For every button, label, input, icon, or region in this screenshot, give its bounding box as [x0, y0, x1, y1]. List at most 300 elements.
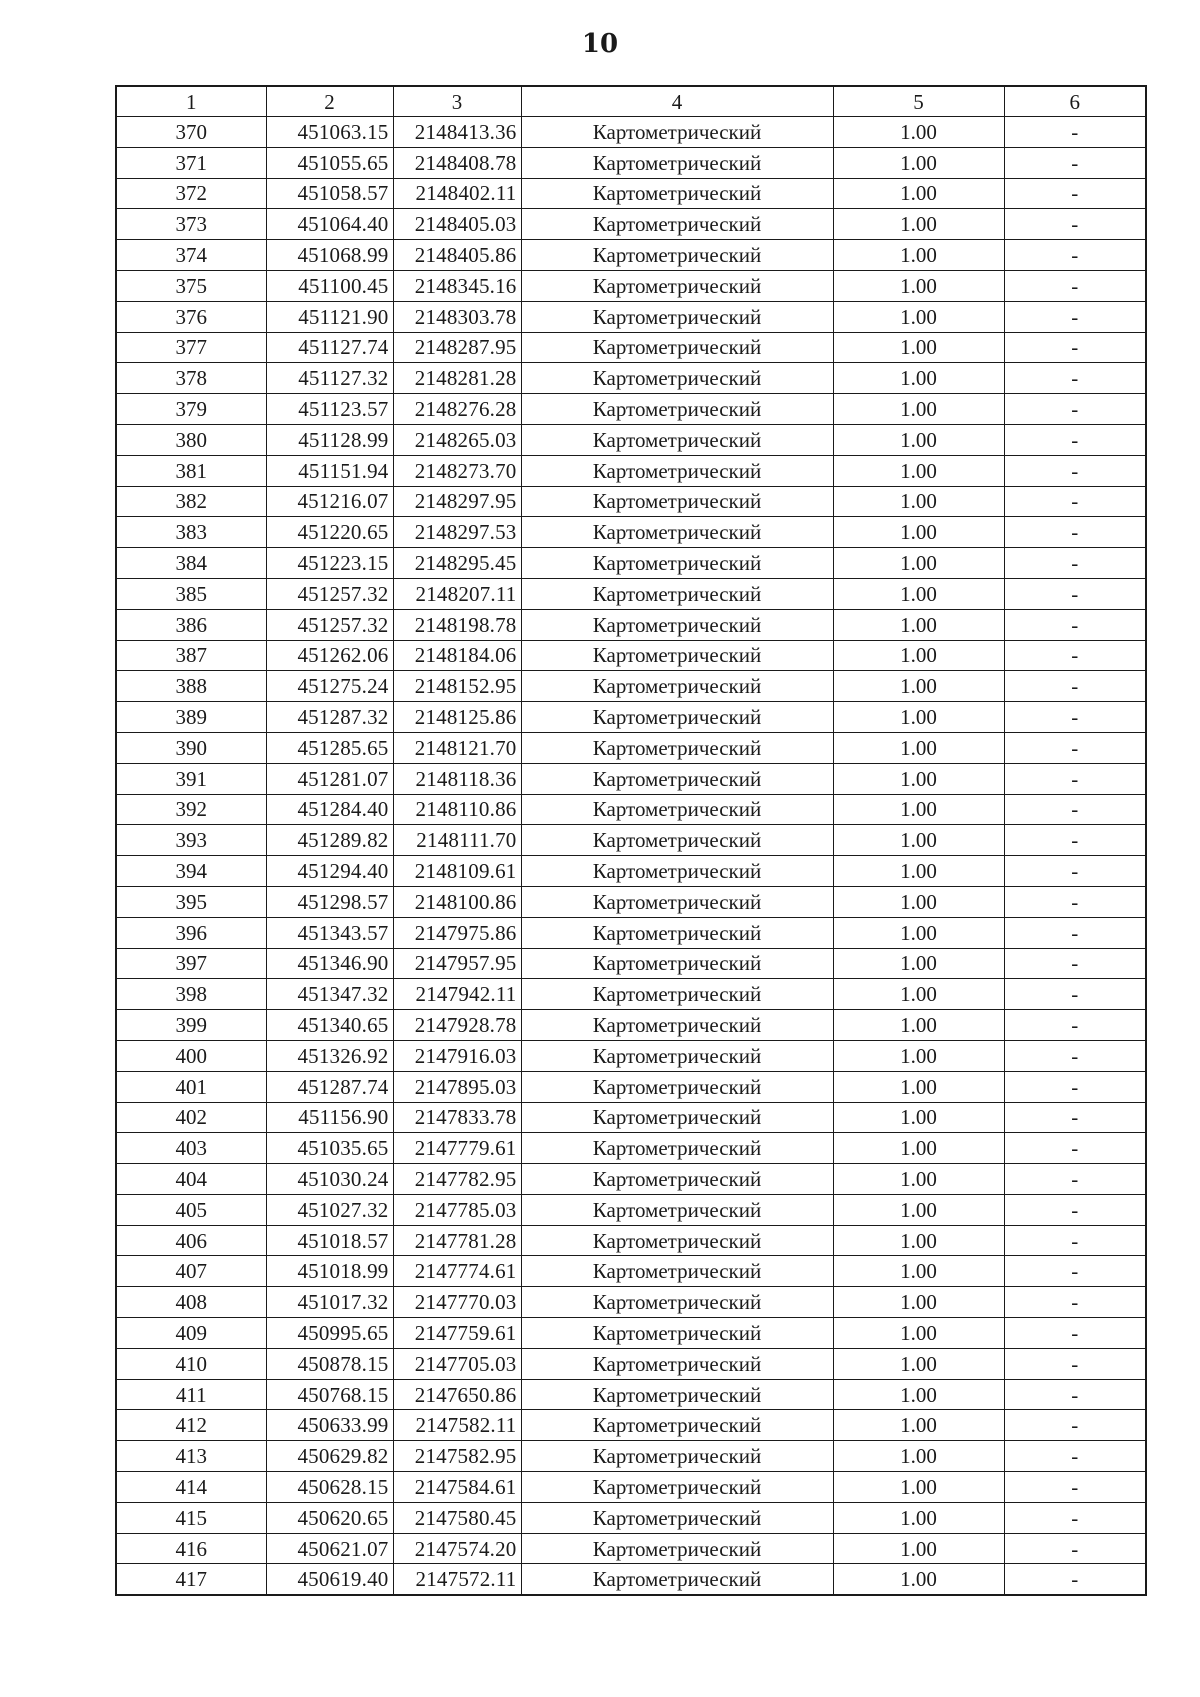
accuracy-cell: 1.00 [833, 609, 1004, 640]
table-row [116, 1318, 1146, 1349]
column-header-6: 6 [1004, 86, 1146, 117]
method-cell: Картометрический [521, 917, 833, 948]
method-cell: Картометрический [521, 1379, 833, 1410]
table-row [116, 948, 1146, 979]
note-cell: - [1004, 270, 1146, 301]
point-number-cell: 406 [116, 1225, 266, 1256]
table-row [116, 394, 1146, 425]
method-cell: Картометрический [521, 1010, 833, 1041]
y-coordinate-cell: 2147928.78 [393, 1010, 521, 1041]
accuracy-cell: 1.00 [833, 1256, 1004, 1287]
accuracy-cell: 1.00 [833, 424, 1004, 455]
method-cell: Картометрический [521, 1502, 833, 1533]
note-cell: - [1004, 702, 1146, 733]
table-row [116, 1287, 1146, 1318]
table-row [116, 794, 1146, 825]
note-cell: - [1004, 948, 1146, 979]
method-cell: Картометрический [521, 763, 833, 794]
point-number-cell: 386 [116, 609, 266, 640]
method-cell: Картометрический [521, 1164, 833, 1195]
method-cell: Картометрический [521, 886, 833, 917]
y-coordinate-cell: 2148297.95 [393, 486, 521, 517]
y-coordinate-cell: 2148118.36 [393, 763, 521, 794]
note-cell: - [1004, 1533, 1146, 1564]
table-row [116, 424, 1146, 455]
accuracy-cell: 1.00 [833, 455, 1004, 486]
table-row [116, 517, 1146, 548]
y-coordinate-cell: 2147705.03 [393, 1348, 521, 1379]
y-coordinate-cell: 2148405.86 [393, 240, 521, 271]
table-row [116, 1256, 1146, 1287]
point-number-cell: 394 [116, 856, 266, 887]
y-coordinate-cell: 2148281.28 [393, 363, 521, 394]
point-number-cell: 411 [116, 1379, 266, 1410]
note-cell: - [1004, 1441, 1146, 1472]
method-cell: Картометрический [521, 1287, 833, 1318]
note-cell: - [1004, 517, 1146, 548]
point-number-cell: 396 [116, 917, 266, 948]
note-cell: - [1004, 301, 1146, 332]
y-coordinate-cell: 2147975.86 [393, 917, 521, 948]
method-cell: Картометрический [521, 1194, 833, 1225]
table-row [116, 763, 1146, 794]
x-coordinate-cell: 451121.90 [266, 301, 393, 332]
method-cell: Картометрический [521, 1441, 833, 1472]
accuracy-cell: 1.00 [833, 1194, 1004, 1225]
point-number-cell: 409 [116, 1318, 266, 1349]
y-coordinate-cell: 2148297.53 [393, 517, 521, 548]
method-cell: Картометрический [521, 209, 833, 240]
x-coordinate-cell: 451030.24 [266, 1164, 393, 1195]
note-cell: - [1004, 363, 1146, 394]
x-coordinate-cell: 451027.32 [266, 1194, 393, 1225]
note-cell: - [1004, 1287, 1146, 1318]
table-row [116, 1010, 1146, 1041]
point-number-cell: 401 [116, 1071, 266, 1102]
table-row [116, 209, 1146, 240]
x-coordinate-cell: 451058.57 [266, 178, 393, 209]
column-header-1: 1 [116, 86, 266, 117]
column-header-4: 4 [521, 86, 833, 117]
x-coordinate-cell: 450995.65 [266, 1318, 393, 1349]
note-cell: - [1004, 209, 1146, 240]
point-number-cell: 399 [116, 1010, 266, 1041]
note-cell: - [1004, 147, 1146, 178]
accuracy-cell: 1.00 [833, 825, 1004, 856]
accuracy-cell: 1.00 [833, 332, 1004, 363]
note-cell: - [1004, 394, 1146, 425]
accuracy-cell: 1.00 [833, 1379, 1004, 1410]
note-cell: - [1004, 979, 1146, 1010]
accuracy-cell: 1.00 [833, 702, 1004, 733]
page-number: 10 [581, 29, 619, 59]
y-coordinate-cell: 2147957.95 [393, 948, 521, 979]
note-cell: - [1004, 1164, 1146, 1195]
x-coordinate-cell: 451281.07 [266, 763, 393, 794]
note-cell: - [1004, 794, 1146, 825]
method-cell: Картометрический [521, 578, 833, 609]
x-coordinate-cell: 451257.32 [266, 609, 393, 640]
x-coordinate-cell: 450633.99 [266, 1410, 393, 1441]
y-coordinate-cell: 2147895.03 [393, 1071, 521, 1102]
point-number-cell: 395 [116, 886, 266, 917]
table-row [116, 640, 1146, 671]
y-coordinate-cell: 2147584.61 [393, 1472, 521, 1503]
x-coordinate-cell: 451156.90 [266, 1102, 393, 1133]
accuracy-cell: 1.00 [833, 979, 1004, 1010]
note-cell: - [1004, 886, 1146, 917]
y-coordinate-cell: 2147916.03 [393, 1040, 521, 1071]
table-row [116, 1040, 1146, 1071]
point-number-cell: 389 [116, 702, 266, 733]
point-number-cell: 379 [116, 394, 266, 425]
table-row [116, 1071, 1146, 1102]
method-cell: Картометрический [521, 1133, 833, 1164]
x-coordinate-cell: 451055.65 [266, 147, 393, 178]
y-coordinate-cell: 2148100.86 [393, 886, 521, 917]
method-cell: Картометрический [521, 1564, 833, 1595]
table-row [116, 363, 1146, 394]
y-coordinate-cell: 2148198.78 [393, 609, 521, 640]
column-header-3: 3 [393, 86, 521, 117]
note-cell: - [1004, 1410, 1146, 1441]
x-coordinate-cell: 451068.99 [266, 240, 393, 271]
method-cell: Картометрический [521, 1225, 833, 1256]
point-number-cell: 412 [116, 1410, 266, 1441]
note-cell: - [1004, 1010, 1146, 1041]
method-cell: Картометрический [521, 856, 833, 887]
accuracy-cell: 1.00 [833, 1040, 1004, 1071]
note-cell: - [1004, 640, 1146, 671]
accuracy-cell: 1.00 [833, 948, 1004, 979]
note-cell: - [1004, 732, 1146, 763]
note-cell: - [1004, 1348, 1146, 1379]
y-coordinate-cell: 2147774.61 [393, 1256, 521, 1287]
point-number-cell: 414 [116, 1472, 266, 1503]
y-coordinate-cell: 2148405.03 [393, 209, 521, 240]
point-number-cell: 382 [116, 486, 266, 517]
point-number-cell: 372 [116, 178, 266, 209]
y-coordinate-cell: 2148110.86 [393, 794, 521, 825]
y-coordinate-cell: 2148125.86 [393, 702, 521, 733]
table-row [116, 1533, 1146, 1564]
x-coordinate-cell: 451018.99 [266, 1256, 393, 1287]
table-row [116, 270, 1146, 301]
note-cell: - [1004, 1040, 1146, 1071]
note-cell: - [1004, 240, 1146, 271]
table-row [116, 455, 1146, 486]
y-coordinate-cell: 2148303.78 [393, 301, 521, 332]
table-row [116, 979, 1146, 1010]
table-row [116, 917, 1146, 948]
table-header [116, 86, 1146, 117]
y-coordinate-cell: 2148345.16 [393, 270, 521, 301]
note-cell: - [1004, 1256, 1146, 1287]
point-number-cell: 377 [116, 332, 266, 363]
point-number-cell: 416 [116, 1533, 266, 1564]
y-coordinate-cell: 2147779.61 [393, 1133, 521, 1164]
x-coordinate-cell: 451346.90 [266, 948, 393, 979]
method-cell: Картометрический [521, 1472, 833, 1503]
method-cell: Картометрический [521, 1071, 833, 1102]
table-row [116, 1164, 1146, 1195]
x-coordinate-cell: 451127.32 [266, 363, 393, 394]
coordinates-table [115, 85, 1147, 1596]
y-coordinate-cell: 2147759.61 [393, 1318, 521, 1349]
point-number-cell: 387 [116, 640, 266, 671]
note-cell: - [1004, 856, 1146, 887]
method-cell: Картометрический [521, 240, 833, 271]
method-cell: Картометрический [521, 363, 833, 394]
accuracy-cell: 1.00 [833, 486, 1004, 517]
note-cell: - [1004, 1071, 1146, 1102]
method-cell: Картометрический [521, 1318, 833, 1349]
method-cell: Картометрический [521, 424, 833, 455]
method-cell: Картометрический [521, 609, 833, 640]
table-row [116, 671, 1146, 702]
x-coordinate-cell: 451275.24 [266, 671, 393, 702]
method-cell: Картометрический [521, 455, 833, 486]
table-row [116, 548, 1146, 579]
method-cell: Картометрический [521, 486, 833, 517]
note-cell: - [1004, 578, 1146, 609]
x-coordinate-cell: 451326.92 [266, 1040, 393, 1071]
method-cell: Картометрический [521, 794, 833, 825]
x-coordinate-cell: 451284.40 [266, 794, 393, 825]
y-coordinate-cell: 2148121.70 [393, 732, 521, 763]
x-coordinate-cell: 451220.65 [266, 517, 393, 548]
method-cell: Картометрический [521, 394, 833, 425]
note-cell: - [1004, 825, 1146, 856]
x-coordinate-cell: 451064.40 [266, 209, 393, 240]
y-coordinate-cell: 2148413.36 [393, 117, 521, 148]
point-number-cell: 380 [116, 424, 266, 455]
accuracy-cell: 1.00 [833, 548, 1004, 579]
y-coordinate-cell: 2148402.11 [393, 178, 521, 209]
x-coordinate-cell: 450619.40 [266, 1564, 393, 1595]
x-coordinate-cell: 451216.07 [266, 486, 393, 517]
y-coordinate-cell: 2148287.95 [393, 332, 521, 363]
table-row [116, 1133, 1146, 1164]
method-cell: Картометрический [521, 548, 833, 579]
accuracy-cell: 1.00 [833, 1410, 1004, 1441]
table-row [116, 1410, 1146, 1441]
accuracy-cell: 1.00 [833, 394, 1004, 425]
note-cell: - [1004, 117, 1146, 148]
y-coordinate-cell: 2147942.11 [393, 979, 521, 1010]
method-cell: Картометрический [521, 1102, 833, 1133]
method-cell: Картометрический [521, 301, 833, 332]
y-coordinate-cell: 2148207.11 [393, 578, 521, 609]
note-cell: - [1004, 1502, 1146, 1533]
note-cell: - [1004, 1102, 1146, 1133]
accuracy-cell: 1.00 [833, 1502, 1004, 1533]
accuracy-cell: 1.00 [833, 147, 1004, 178]
accuracy-cell: 1.00 [833, 640, 1004, 671]
accuracy-cell: 1.00 [833, 1472, 1004, 1503]
x-coordinate-cell: 451287.74 [266, 1071, 393, 1102]
x-coordinate-cell: 451257.32 [266, 578, 393, 609]
y-coordinate-cell: 2148276.28 [393, 394, 521, 425]
x-coordinate-cell: 450878.15 [266, 1348, 393, 1379]
note-cell: - [1004, 1318, 1146, 1349]
x-coordinate-cell: 450629.82 [266, 1441, 393, 1472]
point-number-cell: 373 [116, 209, 266, 240]
point-number-cell: 404 [116, 1164, 266, 1195]
accuracy-cell: 1.00 [833, 732, 1004, 763]
accuracy-cell: 1.00 [833, 794, 1004, 825]
note-cell: - [1004, 1133, 1146, 1164]
note-cell: - [1004, 1379, 1146, 1410]
table-row [116, 578, 1146, 609]
note-cell: - [1004, 763, 1146, 794]
x-coordinate-cell: 451340.65 [266, 1010, 393, 1041]
accuracy-cell: 1.00 [833, 886, 1004, 917]
x-coordinate-cell: 451262.06 [266, 640, 393, 671]
note-cell: - [1004, 1225, 1146, 1256]
method-cell: Картометрический [521, 640, 833, 671]
table-row [116, 609, 1146, 640]
accuracy-cell: 1.00 [833, 763, 1004, 794]
point-number-cell: 371 [116, 147, 266, 178]
accuracy-cell: 1.00 [833, 301, 1004, 332]
table-row [116, 301, 1146, 332]
table-row [116, 856, 1146, 887]
point-number-cell: 375 [116, 270, 266, 301]
note-cell: - [1004, 671, 1146, 702]
point-number-cell: 383 [116, 517, 266, 548]
point-number-cell: 376 [116, 301, 266, 332]
table-row [116, 1194, 1146, 1225]
note-cell: - [1004, 917, 1146, 948]
y-coordinate-cell: 2148111.70 [393, 825, 521, 856]
y-coordinate-cell: 2147582.11 [393, 1410, 521, 1441]
table-row [116, 1102, 1146, 1133]
method-cell: Картометрический [521, 732, 833, 763]
point-number-cell: 392 [116, 794, 266, 825]
x-coordinate-cell: 451287.32 [266, 702, 393, 733]
accuracy-cell: 1.00 [833, 1348, 1004, 1379]
point-number-cell: 407 [116, 1256, 266, 1287]
note-cell: - [1004, 332, 1146, 363]
y-coordinate-cell: 2148265.03 [393, 424, 521, 455]
point-number-cell: 393 [116, 825, 266, 856]
y-coordinate-cell: 2147574.20 [393, 1533, 521, 1564]
table-row [116, 702, 1146, 733]
table-row [116, 1441, 1146, 1472]
y-coordinate-cell: 2148273.70 [393, 455, 521, 486]
table-row [116, 1472, 1146, 1503]
accuracy-cell: 1.00 [833, 517, 1004, 548]
x-coordinate-cell: 451343.57 [266, 917, 393, 948]
accuracy-cell: 1.00 [833, 1225, 1004, 1256]
method-cell: Картометрический [521, 1533, 833, 1564]
point-number-cell: 397 [116, 948, 266, 979]
point-number-cell: 408 [116, 1287, 266, 1318]
x-coordinate-cell: 450628.15 [266, 1472, 393, 1503]
y-coordinate-cell: 2147833.78 [393, 1102, 521, 1133]
method-cell: Картометрический [521, 517, 833, 548]
x-coordinate-cell: 451063.15 [266, 117, 393, 148]
y-coordinate-cell: 2148184.06 [393, 640, 521, 671]
x-coordinate-cell: 451123.57 [266, 394, 393, 425]
table-row [116, 1348, 1146, 1379]
y-coordinate-cell: 2148109.61 [393, 856, 521, 887]
method-cell: Картометрический [521, 825, 833, 856]
column-header-5: 5 [833, 86, 1004, 117]
point-number-cell: 391 [116, 763, 266, 794]
method-cell: Картометрический [521, 1040, 833, 1071]
accuracy-cell: 1.00 [833, 1133, 1004, 1164]
point-number-cell: 400 [116, 1040, 266, 1071]
point-number-cell: 390 [116, 732, 266, 763]
accuracy-cell: 1.00 [833, 178, 1004, 209]
accuracy-cell: 1.00 [833, 1071, 1004, 1102]
method-cell: Картометрический [521, 948, 833, 979]
table-row [116, 486, 1146, 517]
note-cell: - [1004, 486, 1146, 517]
accuracy-cell: 1.00 [833, 917, 1004, 948]
accuracy-cell: 1.00 [833, 671, 1004, 702]
point-number-cell: 384 [116, 548, 266, 579]
table-row [116, 117, 1146, 148]
y-coordinate-cell: 2147582.95 [393, 1441, 521, 1472]
table-row [116, 1225, 1146, 1256]
table-row [116, 240, 1146, 271]
x-coordinate-cell: 451100.45 [266, 270, 393, 301]
point-number-cell: 413 [116, 1441, 266, 1472]
x-coordinate-cell: 451151.94 [266, 455, 393, 486]
point-number-cell: 405 [116, 1194, 266, 1225]
x-coordinate-cell: 451347.32 [266, 979, 393, 1010]
point-number-cell: 370 [116, 117, 266, 148]
note-cell: - [1004, 609, 1146, 640]
table-row [116, 1564, 1146, 1595]
accuracy-cell: 1.00 [833, 1318, 1004, 1349]
method-cell: Картометрический [521, 270, 833, 301]
header-row [116, 86, 1146, 117]
accuracy-cell: 1.00 [833, 1102, 1004, 1133]
method-cell: Картометрический [521, 1348, 833, 1379]
method-cell: Картометрический [521, 332, 833, 363]
y-coordinate-cell: 2147650.86 [393, 1379, 521, 1410]
note-cell: - [1004, 1564, 1146, 1595]
x-coordinate-cell: 451127.74 [266, 332, 393, 363]
table-row [116, 1502, 1146, 1533]
table-row [116, 825, 1146, 856]
method-cell: Картометрический [521, 147, 833, 178]
accuracy-cell: 1.00 [833, 240, 1004, 271]
method-cell: Картометрический [521, 702, 833, 733]
y-coordinate-cell: 2147782.95 [393, 1164, 521, 1195]
note-cell: - [1004, 548, 1146, 579]
x-coordinate-cell: 451298.57 [266, 886, 393, 917]
accuracy-cell: 1.00 [833, 1164, 1004, 1195]
x-coordinate-cell: 451285.65 [266, 732, 393, 763]
accuracy-cell: 1.00 [833, 270, 1004, 301]
method-cell: Картометрический [521, 671, 833, 702]
accuracy-cell: 1.00 [833, 117, 1004, 148]
point-number-cell: 388 [116, 671, 266, 702]
accuracy-cell: 1.00 [833, 1533, 1004, 1564]
method-cell: Картометрический [521, 1410, 833, 1441]
note-cell: - [1004, 1194, 1146, 1225]
point-number-cell: 415 [116, 1502, 266, 1533]
x-coordinate-cell: 451035.65 [266, 1133, 393, 1164]
x-coordinate-cell: 451017.32 [266, 1287, 393, 1318]
point-number-cell: 417 [116, 1564, 266, 1595]
point-number-cell: 374 [116, 240, 266, 271]
